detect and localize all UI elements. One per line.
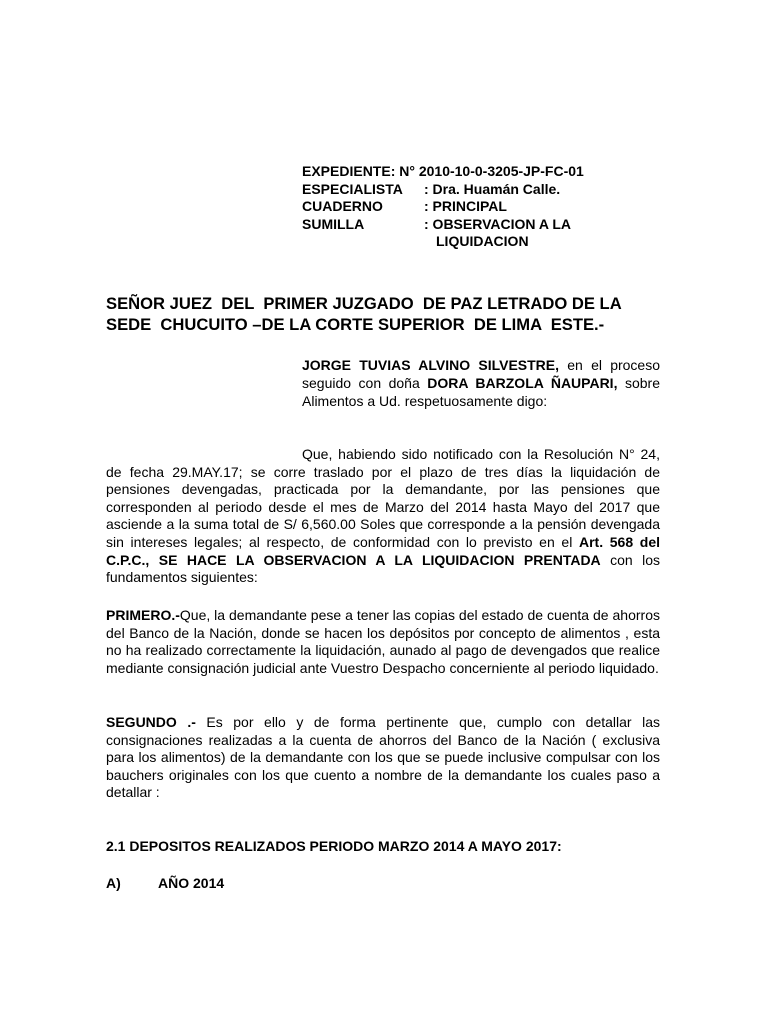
especialista-line bbox=[302, 181, 584, 199]
defendant-name: DORA BARZOLA ÑAUPARI, bbox=[427, 375, 618, 391]
intro-paragraph bbox=[302, 356, 660, 410]
expediente-text: EXPEDIENTE: N° 2010-10-0-3205-JP-FC-01 bbox=[302, 163, 584, 179]
section-item bbox=[106, 875, 224, 891]
section-heading: 2.1 DEPOSITOS REALIZADOS PERIODO MARZO 2014 A MAYO 2017: bbox=[106, 838, 562, 854]
primero-label: PRIMERO.- bbox=[106, 607, 180, 623]
sumilla-value-2: LIQUIDACION bbox=[436, 233, 529, 249]
primero-paragraph bbox=[106, 607, 660, 677]
segundo-label: SEGUNDO .- bbox=[106, 714, 196, 730]
expediente-line bbox=[302, 163, 584, 181]
primero-text: Que, la demandante pese a tener las copias del estado de cuenta de ahorros del Banco de la Nación, donde se hacen los depósitos por concepto de alimentos , esta no ha realizado correctamente la liquidación, aunado al pago de devengados que realice mediante consignación judicial ante Vuestro Despacho concerniente al periodo liquidado. bbox=[106, 607, 660, 676]
cuaderno-key: CUADERNO bbox=[302, 198, 383, 214]
plaintiff-name: JORGE TUVIAS ALVINO SILVESTRE, bbox=[302, 357, 560, 373]
segundo-paragraph bbox=[106, 714, 660, 802]
sumilla-key: SUMILLA bbox=[302, 215, 365, 232]
p1-bold: Art. 568 del C.P.C., SE HACE LA OBSERVACION A LA LIQUIDACION PRENTADA bbox=[106, 533, 660, 568]
intro-text-2: sobre Alimentos a Ud. respetuosamente digo: bbox=[302, 375, 660, 409]
sumilla-value: : OBSERVACION A LA bbox=[424, 215, 572, 232]
cuaderno-line bbox=[302, 198, 584, 216]
sumilla-line bbox=[302, 216, 584, 234]
item-label: A) bbox=[106, 875, 121, 891]
title-line-2: SEDE CHUCUITO –DE LA CORTE SUPERIOR DE LIMA ESTE.- bbox=[106, 315, 605, 334]
case-header bbox=[302, 163, 584, 251]
p1-tail: con los fundamentos siguientes: bbox=[106, 551, 660, 586]
segundo-text: Es por ello y de forma pertinente que, cumplo con detallar las consignaciones realizadas a la cuenta de ahorros del Banco de la Nación ( exclusiva para los alimentos) de la demandante con los que se puede inclusive compulsar con los bauchers originales con los que cuento a nombre de la demandante los cuales paso a detallar : bbox=[106, 714, 660, 801]
item-text: AÑO 2014 bbox=[158, 875, 225, 891]
sumilla-line-2 bbox=[302, 233, 584, 251]
especialista-key: ESPECIALISTA bbox=[302, 180, 403, 197]
notification-paragraph bbox=[106, 446, 660, 587]
especialista-value: : Dra. Huamán Calle. bbox=[424, 180, 561, 197]
cuaderno-value: : PRINCIPAL bbox=[424, 198, 507, 214]
document-title bbox=[106, 293, 666, 335]
p1-text: Que, habiendo sido notificado con la Resolución N° 24, de fecha 29.MAY.17; se corre traslado por el plazo de tres días la liquidación de pensiones devengadas, practicada por la demandante, por las pensiones que corresponden al periodo desde el mes de Marzo del 2014 hasta Mayo del 2017 que asciende a la suma total de S/ 6,560.00 Soles que corresponde a la pensión devengada sin intereses legales; al respecto, de conformidad con lo previsto en el bbox=[106, 446, 660, 550]
intro-text-1: en el proceso seguido con doña bbox=[302, 357, 660, 391]
title-line-1: SEÑOR JUEZ DEL PRIMER JUZGADO DE PAZ LETRADO DE LA bbox=[106, 294, 622, 313]
